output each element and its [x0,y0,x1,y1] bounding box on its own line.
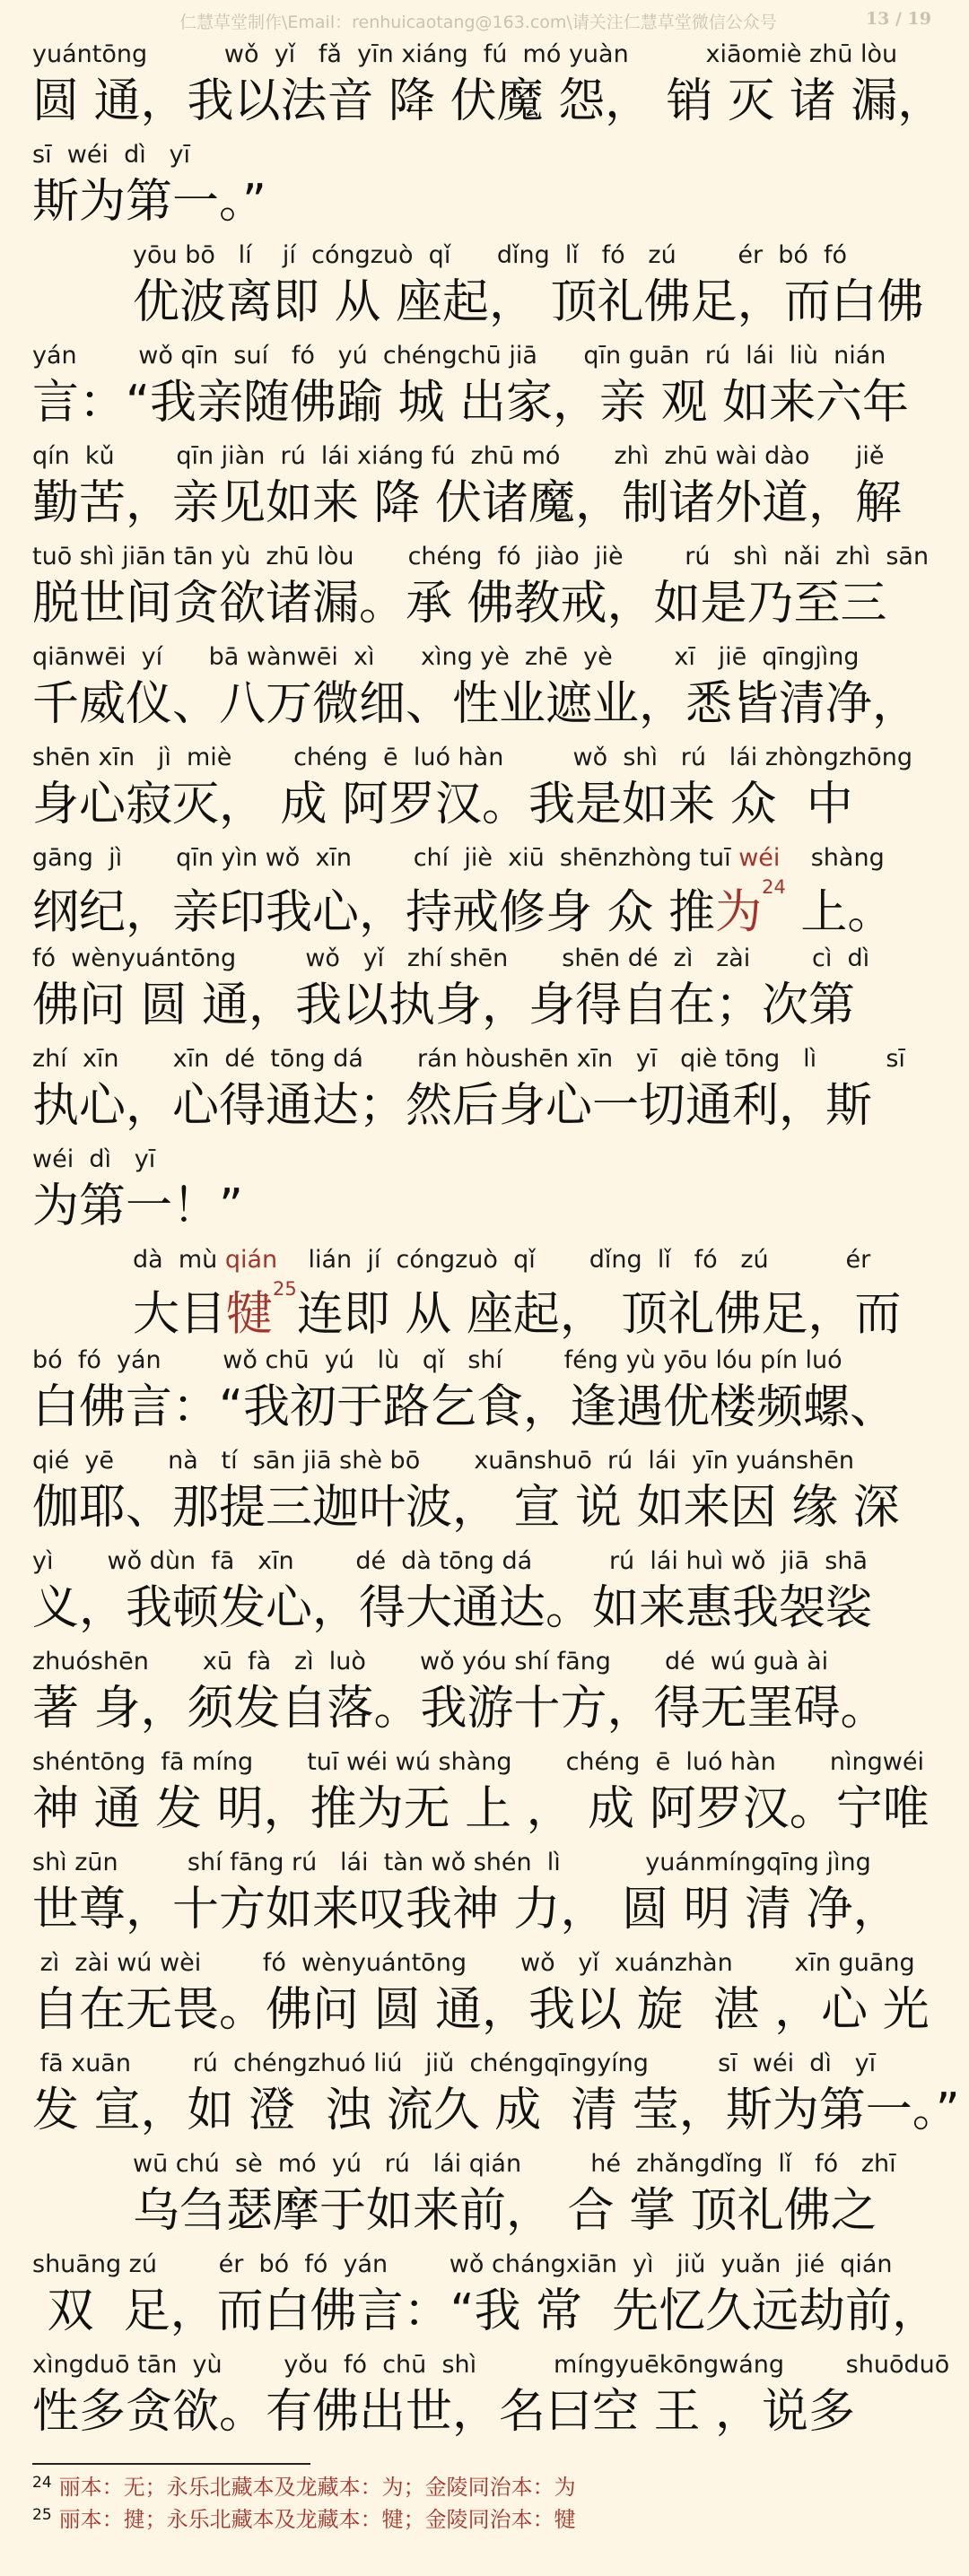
pinyin-line: shì zūn shí fāng rú lái tàn wǒ shén lì yuánmíngqīng jìng [32,1849,871,1876]
hanzi-line: 佛问 圆 通，我以执身，身得自在；次第 [32,979,856,1032]
variant-character: 为 [715,885,763,940]
text-line-11 [32,1042,938,1143]
page-number: 13 / 19 [865,9,931,29]
hanzi-line: 世尊，十方如来叹我神 力， 圆 明 清 净， [32,1883,900,1936]
text-line-13 [32,1243,938,1344]
text-line-16 [32,1545,938,1645]
footnote-number: 24 [32,2474,52,2492]
pinyin-line: yán wǒ qīn suí fó yú chéngchū jiā qīn guān rú lái liù nián [32,342,886,370]
header-credit: 仁慧草堂制作\Email：renhuicaotang@163.com\请关注仁慧草堂微信公众号 [179,13,777,32]
scripture-text [32,38,960,2449]
hanzi-line: 言：“我亲随佛踰 城 出家，亲 观 如来六年 [32,376,910,430]
text-line-14 [32,1344,938,1444]
text-line-19 [32,1846,938,1946]
text-line-4 [32,339,938,439]
text-line-15 [32,1444,938,1545]
text-line-9 [32,841,938,942]
pinyin-line: yuántōng wǒ yǐ fǎ yīn xiáng fú mó yuàn xiāomiè zhū lòu [32,40,898,68]
text-line-23 [32,2248,938,2348]
hanzi-line: 千威仪、八万微细、性业遮业，悉皆清净， [32,677,920,731]
hanzi-line: 自在无畏。佛问 圆 通，我以 旋 湛 ，心 光 [32,1983,930,2037]
pinyin-line: yì wǒ dùn fā xīn dé dà tōng dá rú lái huì wǒ jiā shā [32,1547,868,1575]
pinyin-line [32,841,938,875]
hanzi-line [32,875,938,942]
pinyin-line: zhuóshēn xū fà zì luò wǒ yóu shí fāng dé wú guà ài [32,1648,829,1675]
hanzi-line: 为第一！” [32,1179,243,1233]
footnote-number: 25 [32,2506,52,2524]
pinyin-line: bó fó yán wǒ chū yú lù qǐ shí féng yù yōu lóu pín luó [32,1346,842,1374]
footnote-ref-25[interactable]: 25 [273,1278,297,1300]
hanzi-line: 圆 通，我以法音 降 伏魔 怨， 销 灭 诸 漏， [32,74,945,128]
pinyin-segment: dà mù [133,1246,225,1274]
pinyin-line: zhí xīn xīn dé tōng dá rán hòushēn xīn yī qiè tōng lì sī [32,1045,905,1073]
pinyin-line: qín kǔ qīn jiàn rú lái xiáng fú zhū mó zhì zhū wài dào jiě [32,442,885,470]
hanzi-segment: 连即 从 座起， 顶礼佛足，而 [296,1287,902,1342]
text-line-12 [32,1143,938,1243]
text-line-18 [32,1745,938,1846]
pinyin-line: shuāng zú ér bó fó yán wǒ chángxiān yì jiǔ yuǎn jié qián [32,2250,893,2278]
hanzi-line: 脱世间贪欲诸漏。承 佛教戒，如是乃至三 [32,577,887,631]
pinyin-line: fó wènyuántōng wǒ yǐ zhí shēn shēn dé zì zài cì dì [32,944,870,972]
pinyin-line: sī wéi dì yī [32,141,190,169]
hanzi-line [32,1277,938,1344]
text-line-22 [32,2147,938,2248]
hanzi-line: 神 通 发 明，推为无 上 ， 成 阿罗汉。宁唯 [32,1782,930,1836]
hanzi-line: 著 身，须发自落。我游十方，得无罣碍。 [32,1682,887,1736]
pinyin-line: xìngduō tān yù yǒu fó chū shì míngyuēkōngwáng shuōduō [32,2351,950,2379]
hanzi-line: 执心，心得通达；然后身心一切通利，斯 [32,1079,873,1133]
pinyin-segment: lián jí cóngzuò qǐ dǐng lǐ fó zú ér [277,1246,871,1274]
hanzi-line: 伽耶、那提三迦叶波， 宣 说 如来因 缘 深 [32,1481,900,1535]
hanzi-line: 发 宣，如 澄 浊 流久 成 清 莹，斯为第一。” [32,2084,960,2137]
pinyin-line: qié yē nà tí sān jiā shè bō xuānshuō rú lái yīn yuánshēn [32,1447,854,1475]
pinyin-line: wéi dì yī [32,1145,156,1173]
text-line-1 [32,38,945,138]
pinyin-line: tuō shì jiān tān yù zhū lòu chéng fó jiào jiè rú shì nǎi zhì sān [32,543,930,570]
variant-character: 犍 [226,1287,274,1342]
hanzi-line: 勤苦，亲见如来 降 伏诸魔，制诸外道，解 [32,476,903,530]
hanzi-line: 白佛言：“我初于路乞食，逢遇优楼频螺、 [32,1380,896,1434]
hanzi-line: 性多贪欲。有佛出世，名曰空 王 ，说多 [32,2385,856,2439]
pinyin-line: qiānwēi yí bā wànwēi xì xìng yè zhē yè xī jiē qīngjìng [32,643,860,671]
footnote-24 [32,2472,576,2502]
hanzi-line: 义，我顿发心，得大通达。如来惠我袈裟 [32,1581,873,1635]
pinyin-variant: qián [224,1246,278,1274]
footnote-ref-24[interactable]: 24 [762,876,786,898]
hanzi-line: 乌刍瑟摩于如来前， 合 掌 顶礼佛之 [133,2184,877,2238]
pinyin-line: fā xuān rú chéngzhuó liú jiǔ chéngqīngyíng sī wéi dì yī [32,2049,877,2077]
hanzi-segment: 纲纪，亲印我心，持戒修身 众 推 [32,885,716,940]
hanzi-line: 优波离即 从 座起， 顶礼佛足，而白佛 [133,275,924,329]
pinyin-line: shéntōng fā míng tuī wéi wú shàng chéng ē luó hàn nìngwéi [32,1748,924,1776]
text-line-3 [32,239,938,339]
pinyin-segment: shàng [780,844,885,872]
page-header [0,9,969,36]
text-line-24 [32,2348,950,2449]
text-line-7 [32,640,938,741]
hanzi-segment: 上。 [785,885,895,940]
text-line-17 [32,1645,938,1745]
pinyin-segment: gāng jì qīn yìn wǒ xīn chí jiè xiū shēnzhòng tuī [32,844,739,872]
pinyin-line [32,1243,938,1277]
footnote-text: 丽本：无；永乐北藏本及龙藏本：为；金陵同治本：为 [58,2475,576,2500]
hanzi-segment: 大目 [133,1287,227,1342]
footnote-text: 丽本：揵；永乐北藏本及龙藏本：犍；金陵同治本：犍 [58,2507,576,2532]
text-line-20 [32,1946,938,2047]
pinyin-line: yōu bō lí jí cóngzuò qǐ dǐng lǐ fó zú ér bó fó [133,241,848,269]
pinyin-line: wū chú sè mó yú rú lái qián hé zhǎngdǐng lǐ fó zhī [133,2150,896,2178]
text-line-5 [32,439,938,540]
hanzi-line: 身心寂灭， 成 阿罗汉。我是如来 众 中 [32,778,853,831]
text-line-21 [32,2047,960,2147]
text-line-10 [32,942,938,1042]
pinyin-line: zì zài wú wèi fó wènyuántōng wǒ yǐ xuánzhàn xīn guāng [32,1949,915,1977]
hanzi-line: 双 足，而白佛言：“我 常 先忆久远劫前， [32,2284,939,2338]
text-line-6 [32,540,938,640]
text-line-2 [32,138,938,239]
pinyin-variant: wéi [738,844,781,872]
footnote-25 [32,2504,576,2535]
text-line-8 [32,741,938,841]
hanzi-line: 斯为第一。” [32,175,266,229]
footnote-divider [32,2463,310,2465]
pinyin-line: shēn xīn jì miè chéng ē luó hàn wǒ shì rú lái zhòngzhōng [32,744,912,771]
